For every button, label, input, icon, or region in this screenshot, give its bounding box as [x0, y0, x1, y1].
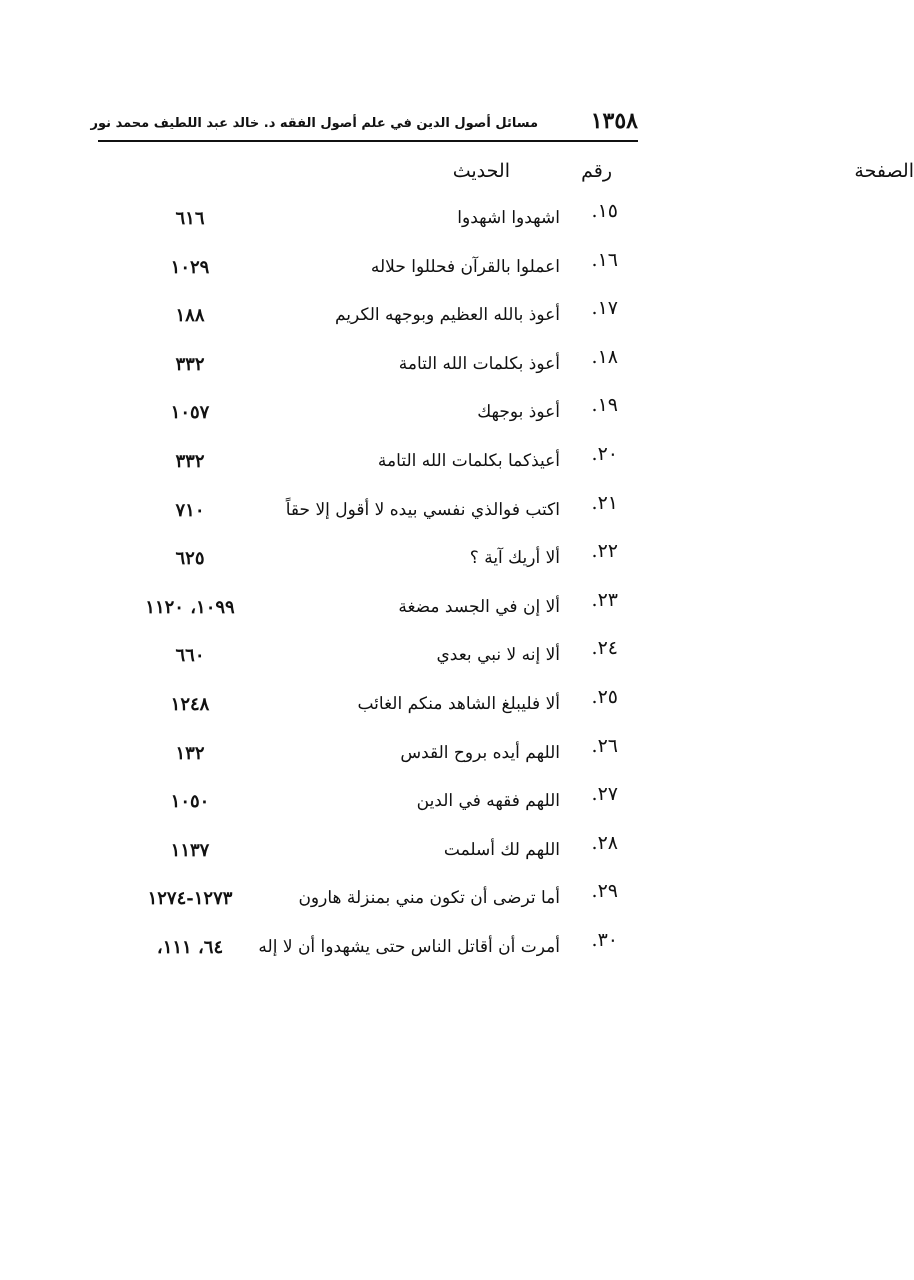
- page-reference: ١٠٩٩، ١١٢٠: [145, 596, 235, 618]
- hadith-text: اللهم لك أسلمت: [443, 839, 560, 860]
- column-heading-number: رقم: [581, 160, 612, 182]
- row-number: ٢٦.: [591, 734, 618, 757]
- page-reference: ١٢٤٨: [170, 693, 210, 715]
- list-item: [0, 295, 758, 344]
- row-number: ٢٢.: [591, 540, 618, 563]
- hadith-text: اللهم أيده بروح القدس: [400, 742, 560, 763]
- row-number: ٣٠.: [591, 928, 618, 951]
- hadith-text: اشهدوا اشهدوا: [457, 208, 560, 228]
- header-title: مسائل أصول الدين في علم أصول الفقه د. خالد عبد اللطيف محمد نور: [90, 116, 538, 131]
- list-item: [0, 684, 758, 733]
- row-number: ٢٤.: [591, 637, 618, 660]
- hadith-text: ألا فليبلغ الشاهد منكم الغائب: [357, 693, 560, 714]
- row-number: ١٥.: [591, 200, 618, 222]
- hadith-text: أعوذ بكلمات الله التامة: [398, 353, 560, 374]
- row-number: ٢١.: [591, 491, 618, 514]
- page-reference: ١٠٥٠: [170, 791, 210, 813]
- list-item: [0, 878, 758, 927]
- row-number: ٢٧.: [591, 783, 618, 806]
- row-number: ١٨.: [591, 345, 618, 368]
- row-number: ١٦.: [591, 248, 618, 271]
- hadith-index-list: [0, 198, 758, 976]
- page-reference: ٣٣٢: [175, 450, 205, 472]
- hadith-text: أعيذكما بكلمات الله التامة: [377, 450, 560, 471]
- list-item: [0, 538, 758, 587]
- column-heading-page: الصفحة: [854, 160, 914, 182]
- list-item: [0, 441, 758, 490]
- list-item: [0, 247, 758, 296]
- page-number: ١٣٥٨: [590, 108, 638, 134]
- list-item: [0, 587, 758, 636]
- page-reference: ٦١٦: [175, 208, 205, 229]
- hadith-text: اللهم فقهه في الدين: [416, 791, 560, 812]
- row-number: ٢٩.: [591, 880, 618, 903]
- page-reference: ٣٣٢: [175, 353, 205, 375]
- row-number: ٢٣.: [591, 588, 618, 611]
- hadith-text: أعوذ بوجهك: [477, 402, 560, 423]
- page-reference: ١٠٥٧: [170, 402, 210, 424]
- page-reference: ١٠٢٩: [170, 256, 210, 278]
- row-number: ٢٠.: [591, 442, 618, 465]
- row-number: ١٧.: [591, 297, 618, 320]
- hadith-text: ألا إنه لا نبي بعدي: [436, 645, 560, 666]
- page-reference: ٦٦٠: [175, 645, 205, 667]
- page-reference: ١٢٧٣-١٢٧٤: [147, 888, 233, 910]
- page-reference: ١٨٨: [175, 305, 205, 327]
- hadith-text: أعوذ بالله العظيم وبوجهه الكريم: [334, 305, 560, 326]
- list-item: [0, 927, 758, 976]
- running-header: [90, 108, 638, 142]
- list-item: [0, 830, 758, 879]
- row-number: ٢٨.: [591, 831, 618, 854]
- hadith-text: أما ترضى أن تكون مني بمنزلة هارون: [298, 888, 560, 909]
- list-item: [0, 392, 758, 441]
- page-reference: ١١٣٧: [170, 839, 210, 861]
- list-item: [0, 635, 758, 684]
- hadith-text: اعملوا بالقرآن فحللوا حلاله: [370, 256, 560, 277]
- hadith-text: ألا إن في الجسد مضغة: [398, 596, 560, 617]
- page-reference: ٦٢٥: [175, 548, 205, 570]
- list-item: [0, 344, 758, 393]
- column-heading-hadith: الحديث: [452, 160, 510, 182]
- row-number: ١٩.: [591, 394, 618, 417]
- page-reference: ١٣٢: [175, 742, 205, 764]
- row-number: ٢٥.: [591, 685, 618, 708]
- page-reference: ٧١٠: [175, 499, 205, 521]
- list-item: [0, 733, 758, 782]
- page-reference: ٦٤، ١١١،: [156, 936, 224, 958]
- list-item: [0, 198, 758, 247]
- hadith-text: أمرت أن أقاتل الناس حتى يشهدوا أن لا إله: [258, 936, 560, 957]
- list-item: [0, 490, 758, 539]
- hadith-text: اكتب فوالذي نفسي بيده لا أقول إلا حقاً: [285, 499, 560, 520]
- list-item: [0, 781, 758, 830]
- hadith-text: ألا أريك آية ؟: [469, 548, 560, 569]
